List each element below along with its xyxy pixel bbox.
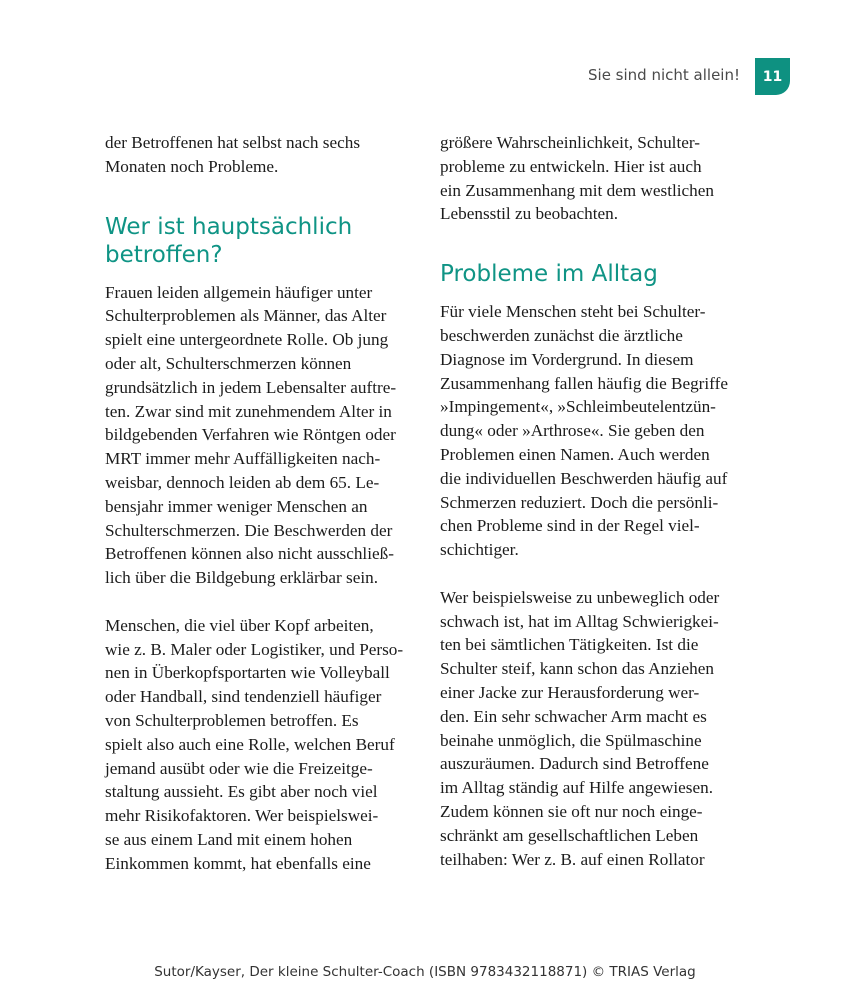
text-line: spielt eine untergeordnete Rolle. Ob jung (105, 330, 389, 350)
text-line: Zudem können sie oft nur noch einge- (440, 801, 703, 821)
text-line: bensjahr immer weniger Menschen an (105, 496, 368, 516)
text-line: Frauen leiden allgemein häufiger unter (105, 282, 373, 302)
text-line: Schulterproblemen als Männer, das Alter (105, 306, 387, 326)
text-line: Schulter steif, kann schon das Anziehen (440, 659, 714, 679)
heading-line: Wer ist hauptsächlich (105, 213, 353, 240)
text-line: im Alltag ständig auf Hilfe angewiesen. (440, 778, 714, 798)
text-line: Für viele Menschen steht bei Schulter- (440, 302, 706, 322)
text-line: MRT immer mehr Auffälligkeiten nach- (105, 449, 381, 469)
text-line: nen in Überkopfsportarten wie Volleyball (105, 663, 390, 683)
text-line: lich über die Bildgebung erklärbar sein. (105, 568, 379, 588)
text-line: Diagnose im Vordergrund. In diesem (440, 349, 694, 369)
text-line: ein Zusammenhang mit dem westlichen (440, 180, 714, 200)
text-line: spielt also auch eine Rolle, welchen Beruf (105, 734, 395, 754)
footer-citation: Sutor/Kayser, Der kleine Schulter-Coach (ISBN 9783432118871) © TRIAS Verlag (154, 964, 696, 980)
text-line: auszuräumen. Dadurch sind Betroffene (440, 754, 709, 774)
text-line: Zusammenhang fallen häufig die Begriffe (440, 373, 728, 393)
text-line: »Impingement«, »Schleimbeutelentzün- (440, 397, 716, 417)
right-paragraph-1 (440, 300, 760, 562)
text-line: größere Wahrscheinlichkeit, Schulter- (440, 133, 700, 152)
text-line: der Betroffenen hat selbst nach sechs (105, 133, 361, 152)
text-line: jemand ausübt oder wie die Freizeitge- (105, 758, 373, 778)
text-line: grundsätzlich in jedem Lebensalter auftre- (105, 377, 397, 397)
text-line: dung« oder »Arthrose«. Sie geben den (440, 421, 705, 441)
heading-line: betroffen? (105, 241, 223, 268)
right-intro-paragraph (440, 131, 760, 226)
text-line: ten bei sämtlichen Tätigkeiten. Ist die (440, 635, 699, 655)
left-paragraph-2 (105, 614, 425, 876)
text-line: die individuellen Beschwerden häufig auf (440, 468, 728, 488)
text-line: Menschen, die viel über Kopf arbeiten, (105, 615, 374, 635)
text-line: schränkt am gesellschaftlichen Leben (440, 825, 699, 845)
page-number-badge: 11 (755, 58, 790, 95)
text-line: teilhaben: Wer z. B. auf einen Rollator (440, 849, 705, 869)
right-column (440, 131, 760, 871)
section-heading-everyday (440, 260, 760, 288)
text-line: staltung aussieht. Es gibt aber noch viel (105, 782, 378, 802)
text-line: se aus einem Land mit einem hohen (105, 829, 353, 849)
text-line: beschwerden zunächst die ärztliche (440, 325, 683, 345)
text-line: bildgebenden Verfahren wie Röntgen oder (105, 425, 396, 445)
text-line: oder Handball, sind tendenziell häufiger (105, 687, 382, 707)
paragraph-gap (440, 562, 760, 586)
text-line: wie z. B. Maler oder Logistiker, und Perso- (105, 639, 404, 659)
text-line: Einkommen kommt, hat ebenfalls eine (105, 853, 371, 873)
text-line: chen Probleme sind in der Regel viel- (440, 516, 700, 536)
text-line: schichtiger. (440, 540, 519, 560)
text-line: weisbar, dennoch leiden ab dem 65. Le- (105, 472, 380, 492)
heading-line: Probleme im Alltag (440, 261, 658, 288)
left-intro-paragraph (105, 131, 425, 179)
text-line: schwach ist, hat im Alltag Schwierigkei- (440, 611, 719, 631)
section-heading-who (105, 213, 425, 269)
left-column (105, 131, 425, 876)
text-line: einer Jacke zur Herausforderung wer- (440, 682, 700, 702)
text-line: Problemen einen Namen. Auch werden (440, 444, 710, 464)
text-line: von Schulterproblemen betroffen. Es (105, 710, 359, 730)
text-line: Lebensstil zu beobachten. (440, 204, 619, 224)
text-line: beinahe unmöglich, die Spülmaschine (440, 730, 702, 750)
text-line: oder alt, Schulterschmerzen können (105, 353, 352, 373)
text-line: mehr Risikofaktoren. Wer beispielswei- (105, 806, 379, 826)
text-line: Wer beispielsweise zu unbeweglich oder (440, 587, 720, 607)
text-line: ten. Zwar sind mit zunehmendem Alter in (105, 401, 392, 421)
left-paragraph-1 (105, 281, 425, 590)
paragraph-gap (105, 590, 425, 614)
text-line: Betroffenen können also nicht ausschließ- (105, 544, 394, 564)
right-paragraph-2 (440, 586, 760, 872)
text-line: Monaten noch Probleme. (105, 156, 279, 176)
text-line: Schmerzen reduziert. Doch die persönli- (440, 492, 719, 512)
text-line: den. Ein sehr schwacher Arm macht es (440, 706, 707, 726)
text-line: Schulterschmerzen. Die Beschwerden der (105, 520, 393, 540)
text-line: probleme zu entwickeln. Hier ist auch (440, 156, 702, 176)
chapter-title: Sie sind nicht allein! (588, 66, 740, 84)
